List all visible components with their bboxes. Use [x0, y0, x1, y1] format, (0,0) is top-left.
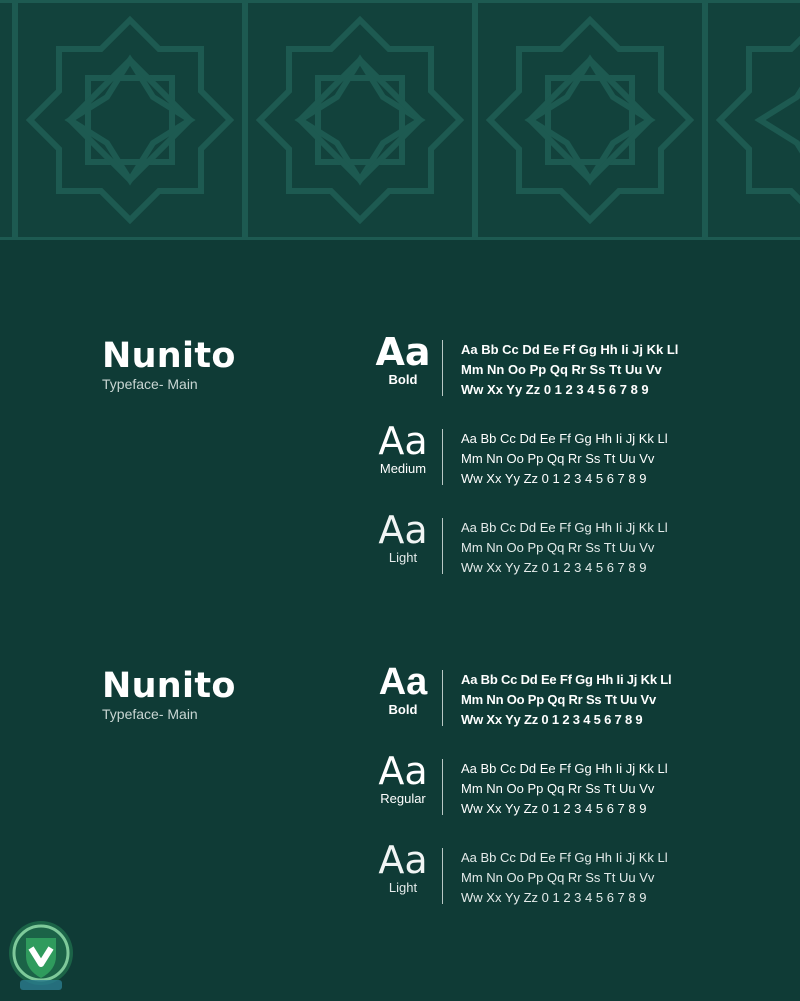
glyph-line: Mm Nn Oo Pp Qq Rr Ss Tt Uu Vv: [461, 870, 655, 885]
glyph-set: [461, 759, 668, 819]
weight-row-bold: [370, 330, 790, 418]
weight-row-regular: [370, 749, 790, 837]
glyph-line: Ww Xx Yy Zz 0 1 2 3 4 5 6 7 8 9: [461, 801, 647, 816]
weight-sample: [370, 838, 436, 896]
typeface-name: Nunito: [102, 336, 236, 376]
glyph-line: Ww Xx Yy Zz 0 1 2 3 4 5 6 7 8 9: [461, 712, 643, 727]
weight-sample: [370, 330, 436, 388]
aa-sample: Aa: [375, 330, 431, 374]
aa-sample: Aa: [378, 508, 428, 552]
glyph-line: Aa Bb Cc Dd Ee Ff Gg Hh Ii Jj Kk Ll: [461, 761, 668, 776]
aa-sample: Aa: [378, 749, 428, 793]
weight-row-bold: [370, 660, 790, 748]
weight-list: [370, 330, 790, 596]
weight-label: Bold: [388, 372, 418, 387]
glyph-line: Aa Bb Cc Dd Ee Ff Gg Hh Ii Jj Kk Ll: [461, 850, 668, 865]
weight-row-light: [370, 508, 790, 596]
weight-label: Light: [388, 550, 418, 565]
glyph-line: Aa Bb Cc Dd Ee Ff Gg Hh Ii Jj Kk Ll: [461, 672, 672, 687]
glyph-set: [461, 518, 668, 578]
aa-sample: Aa: [378, 838, 428, 882]
glyph-line: Ww Xx Yy Zz 0 1 2 3 4 5 6 7 8 9: [461, 471, 647, 486]
green-shield-logo-icon: [6, 918, 76, 996]
islamic-star-pattern-icon: [0, 0, 800, 240]
glyph-line: Aa Bb Cc Dd Ee Ff Gg Hh Ii Jj Kk Ll: [461, 431, 668, 446]
glyph-line: Aa Bb Cc Dd Ee Ff Gg Hh Ii Jj Kk Ll: [461, 342, 679, 357]
weight-sample: [370, 508, 436, 566]
glyph-set: [461, 340, 678, 400]
typeface-subtitle: Typeface- Main: [102, 376, 198, 392]
glyph-line: Ww Xx Yy Zz 0 1 2 3 4 5 6 7 8 9: [461, 560, 647, 575]
typeface-header: [102, 334, 236, 392]
weight-row-light: [370, 838, 790, 926]
weight-label: Bold: [388, 702, 418, 717]
islamic-star-pattern-banner: [0, 0, 800, 240]
weight-sample: [370, 660, 436, 718]
glyph-set: [461, 848, 668, 908]
weight-row-medium: [370, 419, 790, 507]
glyph-line: Ww Xx Yy Zz 0 1 2 3 4 5 6 7 8 9: [461, 890, 647, 905]
glyph-line: Mm Nn Oo Pp Qq Rr Ss Tt Uu Vv: [461, 540, 655, 555]
glyph-line: Mm Nn Oo Pp Qq Rr Ss Tt Uu Vv: [461, 362, 662, 377]
typeface-subtitle: Typeface- Main: [102, 706, 198, 722]
glyph-line: Mm Nn Oo Pp Qq Rr Ss Tt Uu Vv: [461, 692, 656, 707]
weight-label: Light: [388, 880, 418, 895]
aa-sample: Aa: [378, 419, 428, 463]
divider: [442, 340, 443, 396]
typeface-header: [102, 664, 236, 722]
glyph-line: Mm Nn Oo Pp Qq Rr Ss Tt Uu Vv: [461, 451, 655, 466]
divider: [442, 429, 443, 485]
weight-list: [370, 660, 790, 926]
divider: [442, 518, 443, 574]
aa-sample: Aa: [378, 661, 428, 703]
weight-sample: [370, 749, 436, 807]
glyph-set: [461, 429, 668, 489]
divider: [442, 848, 443, 904]
divider: [442, 670, 443, 726]
typeface-name: Nunito: [102, 666, 236, 706]
divider: [442, 759, 443, 815]
glyph-line: Aa Bb Cc Dd Ee Ff Gg Hh Ii Jj Kk Ll: [461, 520, 668, 535]
glyph-line: Mm Nn Oo Pp Qq Rr Ss Tt Uu Vv: [461, 781, 655, 796]
glyph-set: [461, 670, 671, 730]
weight-sample: [370, 419, 436, 477]
weight-label: Regular: [380, 791, 426, 806]
glyph-line: Ww Xx Yy Zz 0 1 2 3 4 5 6 7 8 9: [461, 382, 649, 397]
weight-label: Medium: [379, 461, 427, 476]
